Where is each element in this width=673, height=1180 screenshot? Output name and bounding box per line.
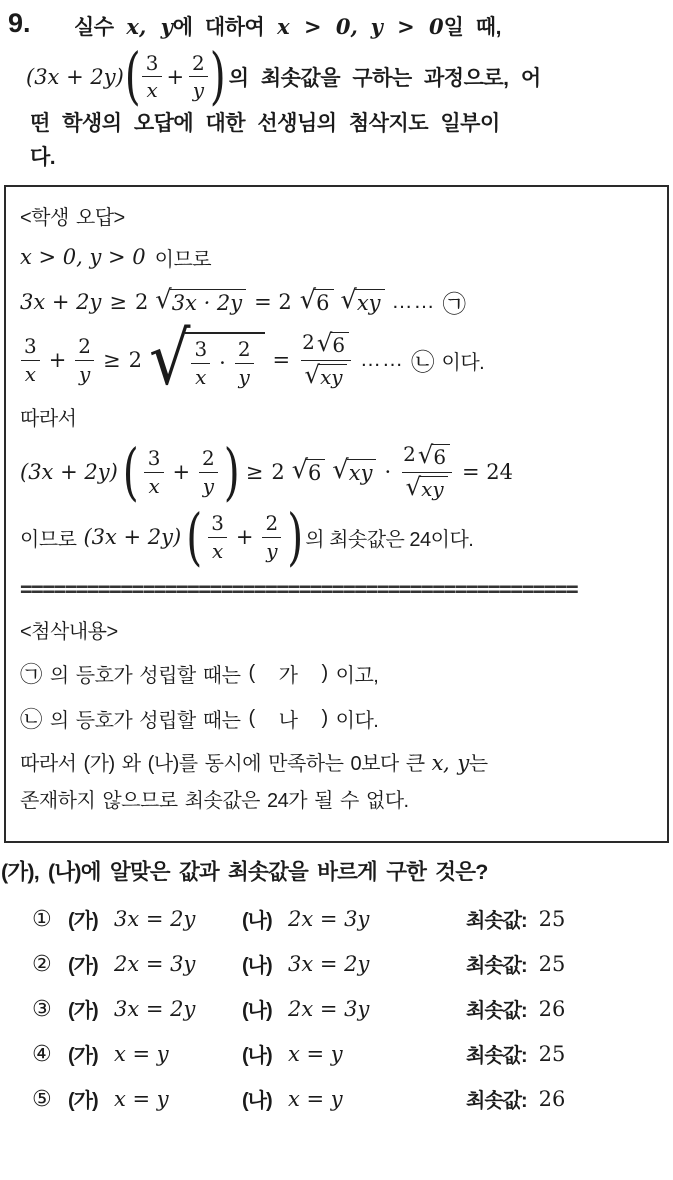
result-fraction [298,327,353,389]
equals-sign: = [272,348,291,373]
circled-mark-na: ㉡ [20,707,42,734]
ga-label: (가) [68,1045,98,1068]
equals-coefficient: = 2 [254,289,292,314]
option-number: ⑤ [32,1085,52,1111]
big-right-paren: ) [223,435,240,508]
radicand: xy [419,476,448,501]
student-step-3 [20,435,653,508]
fraction-denominator [301,360,351,389]
fraction-numerator: 3 [145,51,159,75]
ga-equation: x = y [114,1041,169,1066]
ga-label: (가) [68,955,98,978]
plus-sign: + [172,460,191,484]
right-paren: ) [321,661,328,684]
header-text: <첨삭내용> [20,621,118,644]
dashed-separator: ================================================== [20,577,578,602]
radicand: xy [355,289,385,315]
note-text: 는 [468,753,488,776]
radicand: 3x · 2y [170,289,246,315]
option-number: ③ [32,995,52,1021]
circled-mark-na: ㉡ [411,348,435,377]
min-value-label: 최솟값: [466,1090,527,1113]
na-equation: x = y [288,1041,343,1066]
radicand [185,332,264,388]
sqrt-sign: √ [291,454,309,485]
sqrt-radical [291,454,326,485]
radicand: xy [347,459,377,485]
math-lhs: 3x + 2y [20,289,102,314]
math-xy: x, y [431,751,469,776]
sqrt-sign: √ [148,317,191,402]
note-text: 의 등호가 성립할 때는 [49,709,241,732]
question-line: (가), (나)에 알맞은 값과 최솟값을 바르게 구한 것은? [1,860,488,885]
fraction-denominator [402,472,452,501]
math-x-gt-0: x > 0, [277,14,358,39]
math-fraction-2-over-y [198,448,219,496]
sqrt-radical [405,471,448,501]
intro-text: 실수 [74,16,114,39]
min-value: 26 [538,996,566,1021]
ellipsis-dots: …… [391,289,436,313]
na-equation: x = y [288,1086,343,1111]
coefficient: 2 [134,289,149,314]
coefficient: 2 [271,460,285,484]
geq-sign: ≥ [245,460,264,484]
blank-answer-ga: 가 [278,664,298,687]
ga-label: (가) [68,910,98,933]
intro-text: 의 최솟값을 구하는 과정으로, 어 [228,66,541,90]
conclusion-pre: 이므로 [20,528,77,551]
sqrt-sign: √ [340,284,357,315]
math-3x-plus-2y: (3x + 2y) [83,525,182,550]
big-right-paren: ) [209,40,226,113]
intro-text: 일 때, [443,16,501,39]
fraction-denominator: x [142,76,161,100]
fraction-numerator: 2 [202,446,215,471]
na-equation: 2x = 3y [288,906,370,931]
correction-note-2 [20,702,653,734]
sqrt-radical [155,284,246,315]
sqrt-radical [340,284,385,315]
fraction-numerator: 2 [78,334,91,359]
radicand: 6 [330,332,349,357]
ga-equation: 2x = 3y [114,951,196,976]
fraction-numerator: 3 [147,446,161,471]
correction-note-3 [20,747,653,781]
sqrt-sign: √ [332,454,349,485]
fraction-denominator: y [262,537,281,561]
geq-sign: ≥ [109,289,127,314]
fraction-numerator: 2 [265,511,279,536]
math-fraction-3-over-x [142,53,163,101]
plus-sign: + [166,64,185,89]
tall-sqrt-radical [148,317,265,402]
fraction-denominator: x [191,363,210,387]
sqrt-sign: √ [405,471,422,501]
na-label: (나) [242,1090,272,1113]
intro-text: 에 대하여 [172,16,265,39]
correction-note-4 [20,785,653,818]
min-value-label: 최솟값: [466,910,527,933]
condition-line [20,243,653,272]
sqrt-radical [417,439,450,469]
ga-label: (가) [68,1000,98,1023]
na-equation: 2x = 3y [288,996,370,1021]
fraction-denominator: y [189,76,208,100]
therefore-text: 따라서 [20,407,77,430]
blank-parens [248,659,327,688]
sqrt-sign: √ [304,359,321,389]
sqrt-sign: √ [417,439,434,469]
sqrt-radical [332,454,376,485]
ga-equation: x = y [114,1086,169,1111]
sqrt-radical [299,284,334,315]
math-y-gt-0: y > 0 [370,14,444,39]
sqrt-sign: √ [316,327,333,357]
circled-mark-ga: ㉠ [20,662,42,689]
plus-sign: + [48,348,67,373]
therefore-line [20,402,653,431]
fraction-numerator [298,327,353,360]
condition-text: 이므로 [154,248,212,271]
min-value: 25 [538,951,566,976]
sqrt-sign: √ [155,284,172,315]
note-text: 이다. [335,709,379,732]
sqrt-sign: √ [299,284,317,315]
sqrt-radical [304,359,347,389]
note-text: 의 등호가 성립할 때는 [49,664,241,687]
problem-number: 9. [8,8,31,38]
correction-header [20,615,653,644]
na-label: (나) [242,1045,272,1068]
right-paren: ) [321,706,328,729]
circled-mark-ga: ㉠ [442,289,467,318]
fraction-numerator: 2 [192,51,205,75]
option-number: ④ [32,1040,52,1066]
radicand: xy [318,364,347,389]
option-number: ② [32,950,52,976]
na-label: (나) [242,955,272,978]
coefficient: 2 [403,441,416,466]
fraction-numerator: 2 [237,337,251,362]
math-fraction-3-over-x [207,513,228,561]
radicand: 6 [314,289,333,315]
fraction-denominator: y [75,360,94,384]
math-fraction-2-over-y [74,336,95,384]
math-fraction-2-over-y [188,53,209,101]
note-text: 이고, [335,664,379,687]
math-3x-plus-2y: (3x + 2y) [26,64,124,89]
fraction-numerator: 3 [194,337,208,362]
big-right-paren: ) [287,500,304,573]
fraction-denominator: y [235,363,254,387]
math-3x-plus-2y: (3x + 2y) [20,460,118,484]
coefficient: 2 [302,329,315,354]
fraction-denominator: x [144,472,163,496]
sqrt-radical [316,327,349,357]
na-equation: 3x = 2y [288,951,370,976]
math-fraction-3-over-x [144,448,165,496]
na-label: (나) [242,910,272,933]
student-conclusion [20,500,653,573]
big-left-paren: ( [124,40,141,113]
intro-text: 떤 학생의 오답에 대한 선생님의 첨삭지도 일부이 [30,111,500,135]
step-tail-text: 이다. [441,351,485,374]
option-number: ① [32,905,52,931]
problem-intro [0,0,673,175]
min-value: 25 [538,1041,566,1066]
student-answer-header [20,201,653,230]
option-4 [32,1031,673,1076]
ga-equation: 3x = 2y [114,906,196,931]
radicand: 6 [431,444,450,469]
left-paren: ( [248,706,255,729]
coefficient: 2 [128,348,142,373]
plus-sign: + [235,525,254,550]
min-value-label: 최솟값: [466,955,527,978]
intro-text: 다. [30,145,56,169]
geq-sign: ≥ [102,348,121,373]
correction-note-1 [20,657,653,689]
math-xy: x, y [126,14,173,39]
intro-line-3 [30,107,667,141]
math-fraction-2-over-y [234,339,255,387]
option-1 [32,896,673,941]
big-left-paren: ( [186,500,203,573]
option-5 [32,1076,673,1121]
note-text: 존재하지 않으므로 최솟값은 24가 될 수 없다. [20,790,409,813]
equals-24: = 24 [462,460,514,484]
radicand: 6 [306,459,325,485]
min-value: 26 [538,1086,566,1111]
math-fraction-2-over-y [262,513,283,561]
left-paren: ( [248,661,255,684]
fraction-denominator: x [21,360,40,384]
student-answer-box [4,185,669,843]
cdot-sign: · [219,351,226,376]
cdot-sign: · [384,460,392,484]
ga-equation: 3x = 2y [114,996,196,1021]
header-text: <학생 오답> [20,206,125,229]
intro-line-2 [26,40,667,113]
math-fraction-3-over-x [20,336,41,384]
blank-answer-na: 나 [278,709,298,732]
student-step-2 [20,317,653,402]
math-fraction-3-over-x [190,339,211,387]
fraction-numerator: 3 [24,334,37,359]
student-step-1 [20,285,653,319]
ellipsis-dots: …… [360,348,405,372]
blank-parens [248,704,327,733]
result-fraction [399,439,454,501]
fraction-numerator: 3 [211,511,224,536]
math-conditions: x > 0, y > 0 [20,245,146,270]
ga-label: (가) [68,1090,98,1113]
min-value-label: 최솟값: [466,1000,527,1023]
fraction-numerator [399,439,454,472]
min-value-label: 최솟값: [466,1045,527,1068]
na-label: (나) [242,1000,272,1023]
option-2 [32,941,673,986]
conclusion-tail: 의 최솟값은 24이다. [305,528,474,551]
fraction-denominator: x [208,537,227,561]
intro-line-4 [30,141,667,175]
min-value: 25 [538,906,566,931]
big-left-paren: ( [122,435,139,508]
answer-options [0,890,673,1121]
fraction-denominator: y [199,472,218,496]
note-text: 따라서 (가) 와 (나)를 동시에 만족하는 0보다 큰 [20,753,425,776]
option-3 [32,986,673,1031]
